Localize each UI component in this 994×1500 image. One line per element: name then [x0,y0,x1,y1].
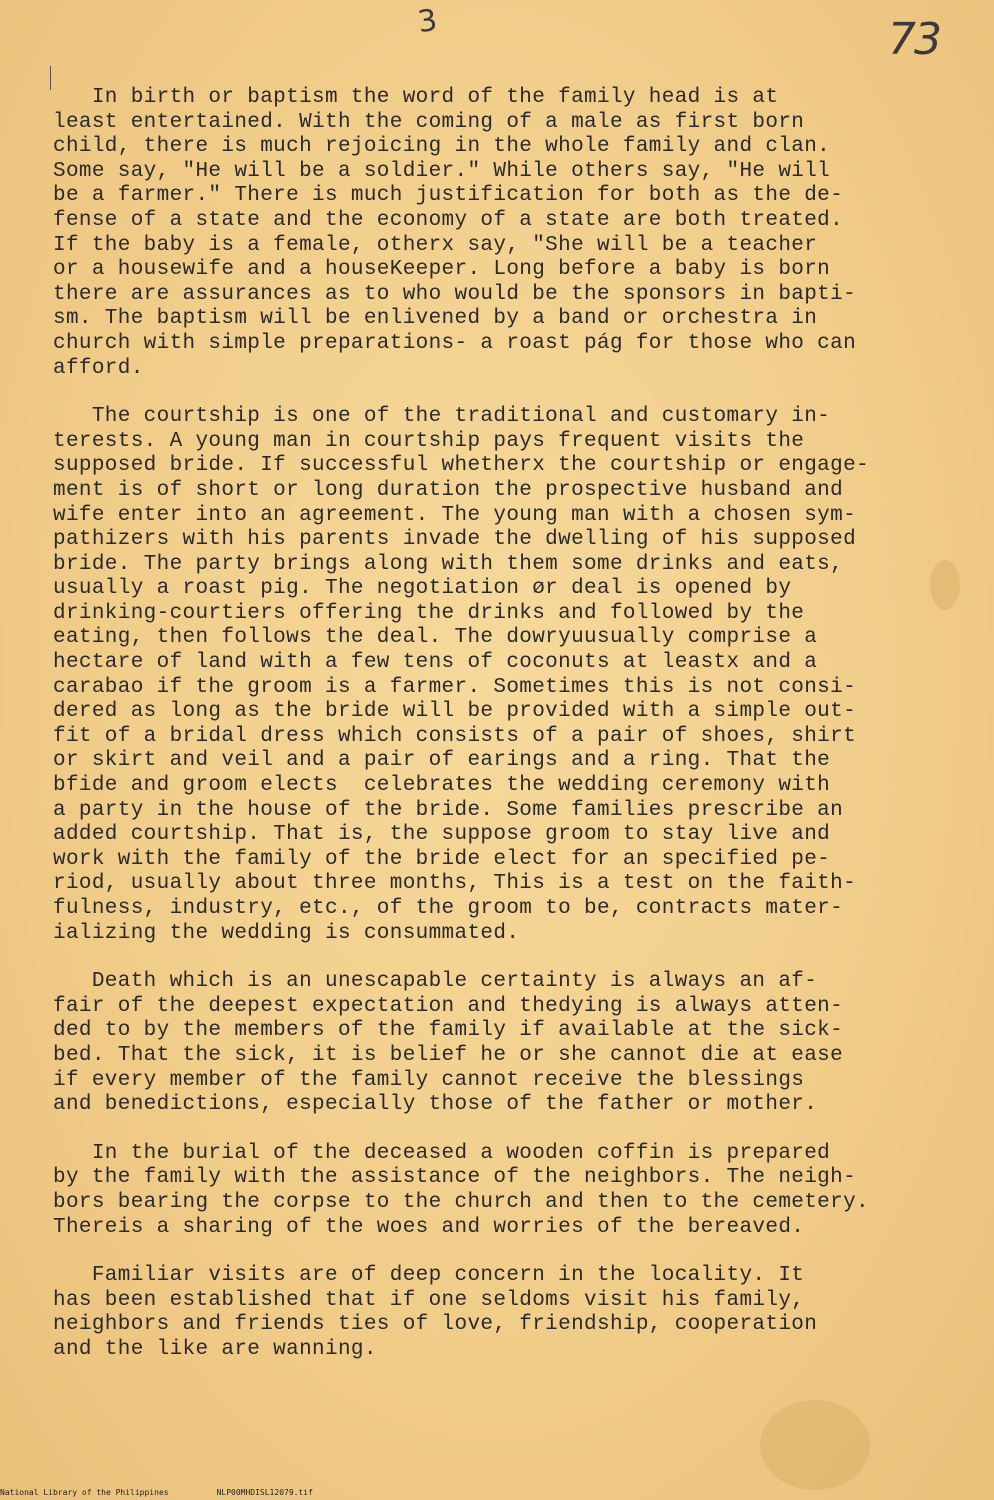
text-line: wife enter into an agreement. The young man with a chosen sym- [53,503,857,527]
text-line: fair of the deepest expectation and thedying is always atten- [53,994,844,1018]
text-line: and benedictions, especially those of the father or mother. [53,1093,818,1117]
typed-body-text [53,86,973,1387]
text-line: usually a roast pig. The negotiation ør deal is opened by [53,577,792,601]
paragraph [53,1264,973,1362]
text-line: carabao if the groom is a farmer. Sometimes this is not consi- [53,675,857,699]
folio-number: 73 [888,14,940,65]
text-line: In birth or baptism the word of the family head is at [53,86,779,109]
scan-footer [0,1488,361,1497]
text-line: Thereis a sharing of the woes and worries of the bereaved. [53,1215,805,1239]
text-line: has been established that if one seldoms visit his family, [53,1288,805,1312]
text-line: In the burial of the deceased a wooden coffin is prepared [53,1141,831,1165]
text-line: terests. A young man in courtship pays frequent visits the [53,429,805,453]
text-line: ded to by the members of the family if available at the sick- [53,1019,844,1043]
margin-mark [50,66,51,90]
paragraph [53,1142,973,1240]
text-line: drinking-courtiers offering the drinks and followed by the [53,601,805,625]
text-line: bors bearing the corpse to the church and then to the cemetery. [53,1190,869,1214]
text-line: sm. The baptism will be enlivened by a band or orchestra in [53,307,818,331]
paragraph [53,405,973,946]
text-line: pathizers with his parents invade the dwelling of his supposed [53,528,857,552]
text-line: if every member of the family cannot receive the blessings [53,1068,805,1092]
text-line: Some say, "He will be a soldier." While others say, "He will [53,159,831,183]
text-line: work with the family of the bride elect for an specified pe- [53,847,831,871]
text-line: child, there is much rejoicing in the whole family and clan. [53,135,831,159]
text-line: bride. The party brings along with them some drinks and eats, [53,552,844,576]
text-line: bed. That the sick, it is belief he or she cannot die at ease [53,1043,844,1067]
paragraph [53,86,973,381]
text-line: or skirt and veil and a pair of earings and a ring. That the [53,749,831,773]
text-line: eating, then follows the deal. The dowryuusually comprise a [53,626,818,650]
text-line: ializing the wedding is consummated. [53,921,520,945]
text-line: church with simple preparations- a roast pág for those who can [53,331,857,355]
paragraph [53,970,973,1118]
page-number: 3 [415,2,440,41]
text-line: bfide and groom elects celebrates the wedding ceremony with [53,774,831,798]
text-line: riod, usually about three months, This is a test on the faith- [53,872,857,896]
text-line: by the family with the assistance of the neighbors. The neigh- [53,1166,857,1190]
text-line: fulness, industry, etc., of the groom to be, contracts mater- [53,897,844,920]
text-line: be a farmer." There is much justification for both as the de- [53,184,844,208]
text-line: a party in the house of the bride. Some families prescribe an [53,798,844,822]
text-line: or a housewife and a houseKeeper. Long before a baby is born [53,258,831,282]
text-line: supposed bride. If successful whetherx the courtship or engage- [53,454,869,478]
library-credit: National Library of the Philippines [0,1488,169,1497]
text-line: fit of a bridal dress which consists of a pair of shoes, shirt [53,724,857,748]
text-line: ment is of short or long duration the prospective husband and [53,478,844,502]
text-line: If the baby is a female, otherx say, "She will be a teacher [53,233,818,257]
file-identifier: NLP00MHDISL12079.tif [216,1488,313,1497]
text-line: fense of a state and the economy of a state are both treated. [53,208,844,232]
text-line: and the like are wanning. [53,1337,377,1361]
text-line: added courtship. That is, the suppose groom to stay live and [53,823,831,847]
text-line: afford. [53,356,144,380]
text-line: least entertained. With the coming of a male as first born [53,110,805,134]
text-line: The courtship is one of the traditional and customary in- [53,405,831,429]
text-line: Familiar visits are of deep concern in the locality. It [53,1264,805,1288]
text-line: dered as long as the bride will be provided with a simple out- [53,700,857,724]
text-line: neighbors and friends ties of love, friendship, cooperation [53,1313,818,1337]
paper-stain [760,1400,870,1490]
text-line: hectare of land with a few tens of coconuts at leastx and a [53,651,818,675]
text-line: there are assurances as to who would be the sponsors in bapti- [53,282,857,306]
text-line: Death which is an unescapable certainty is always an af- [53,970,818,994]
